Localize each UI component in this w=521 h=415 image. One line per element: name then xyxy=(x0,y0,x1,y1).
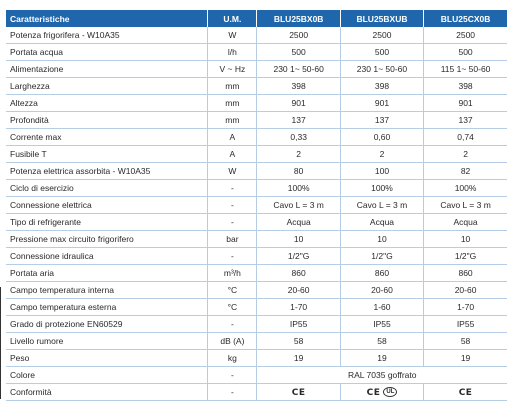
row-value-model-3: 19 xyxy=(424,350,507,367)
header-model-2: BLU25BXUB xyxy=(340,10,423,27)
row-value-model-1: 1-70 xyxy=(257,299,340,316)
row-value-model-3: 1/2"G xyxy=(424,248,507,265)
row-unit: - xyxy=(208,214,257,231)
row-value-model-3: 2500 xyxy=(424,27,507,44)
row-value-model-2: 1/2"G xyxy=(340,248,423,265)
row-value-model-1: 137 xyxy=(257,112,340,129)
colore-value: RAL 7035 goffrato xyxy=(257,367,507,384)
row-value-model-2: 137 xyxy=(340,112,423,129)
row-value-model-1: 0,33 xyxy=(257,129,340,146)
row-value-model-2: 1-60 xyxy=(340,299,423,316)
ul-mark-icon: UL xyxy=(383,387,397,397)
row-value-model-3: 82 xyxy=(424,163,507,180)
header-model-3: BLU25CX0B xyxy=(424,10,507,27)
row-unit: kg xyxy=(208,350,257,367)
table-row xyxy=(6,350,507,367)
table-row-conformita xyxy=(6,384,507,401)
ce-mark-icon: CE xyxy=(366,387,381,398)
row-unit: °C xyxy=(208,282,257,299)
row-value-model-2: 20-60 xyxy=(340,282,423,299)
table-row xyxy=(6,282,507,299)
row-label: Portata acqua xyxy=(6,44,208,61)
row-value-model-3: 1-70 xyxy=(424,299,507,316)
conformita-model-2 xyxy=(340,384,423,401)
row-label: Conformità xyxy=(6,384,208,401)
row-label: Corrente max xyxy=(6,129,208,146)
header-model-1: BLU25BX0B xyxy=(257,10,340,27)
row-value-model-2: 100 xyxy=(340,163,423,180)
row-unit: - xyxy=(208,367,257,384)
row-label: Campo temperatura esterna xyxy=(6,299,208,316)
table-body xyxy=(6,27,507,401)
row-unit: - xyxy=(208,248,257,265)
table-row xyxy=(6,299,507,316)
row-label: Tipo di refrigerante xyxy=(6,214,208,231)
row-value-model-1: 398 xyxy=(257,78,340,95)
table-row xyxy=(6,27,507,44)
conformita-model-1 xyxy=(257,384,340,401)
row-label: Profondità xyxy=(6,112,208,129)
row-value-model-3: 2 xyxy=(424,146,507,163)
table-row xyxy=(6,129,507,146)
row-label: Colore xyxy=(6,367,208,384)
page-edge-line xyxy=(0,287,1,399)
row-value-model-1: 901 xyxy=(257,95,340,112)
table-row xyxy=(6,197,507,214)
row-label: Portata aria xyxy=(6,265,208,282)
row-value-model-3: 0,74 xyxy=(424,129,507,146)
table-row xyxy=(6,214,507,231)
row-value-model-3: IP55 xyxy=(424,316,507,333)
table-row xyxy=(6,44,507,61)
row-unit: - xyxy=(208,316,257,333)
row-label: Grado di protezione EN60529 xyxy=(6,316,208,333)
row-value-model-2: 0,60 xyxy=(340,129,423,146)
row-value-model-2: 19 xyxy=(340,350,423,367)
ce-mark-icon: CE xyxy=(458,387,473,398)
table-row xyxy=(6,163,507,180)
table-row xyxy=(6,333,507,350)
table-header-row xyxy=(6,10,507,27)
row-unit: - xyxy=(208,384,257,401)
row-unit: - xyxy=(208,197,257,214)
table-row xyxy=(6,78,507,95)
row-value-model-3: 100% xyxy=(424,180,507,197)
spec-table xyxy=(6,10,507,401)
row-value-model-1: 1/2"G xyxy=(257,248,340,265)
ce-mark-icon: CE xyxy=(291,387,306,398)
row-label: Pressione max circuito frigorifero xyxy=(6,231,208,248)
row-value-model-2: 230 1~ 50-60 xyxy=(340,61,423,78)
row-unit: W xyxy=(208,27,257,44)
row-value-model-1: 2 xyxy=(257,146,340,163)
row-label: Connessione elettrica xyxy=(6,197,208,214)
row-value-model-3: 398 xyxy=(424,78,507,95)
row-value-model-3: 860 xyxy=(424,265,507,282)
row-value-model-3: 10 xyxy=(424,231,507,248)
row-value-model-2: 58 xyxy=(340,333,423,350)
row-label: Campo temperatura interna xyxy=(6,282,208,299)
row-value-model-3: 137 xyxy=(424,112,507,129)
row-value-model-2: 500 xyxy=(340,44,423,61)
row-value-model-2: Acqua xyxy=(340,214,423,231)
row-value-model-2: Cavo L = 3 m xyxy=(340,197,423,214)
row-value-model-3: Acqua xyxy=(424,214,507,231)
row-value-model-1: 2500 xyxy=(257,27,340,44)
row-label: Alimentazione xyxy=(6,61,208,78)
row-value-model-3: 901 xyxy=(424,95,507,112)
row-value-model-2: 860 xyxy=(340,265,423,282)
header-um: U.M. xyxy=(208,10,257,27)
row-unit: A xyxy=(208,146,257,163)
row-unit: W xyxy=(208,163,257,180)
row-unit: m³/h xyxy=(208,265,257,282)
row-value-model-1: 19 xyxy=(257,350,340,367)
table-row-colore xyxy=(6,367,507,384)
table-row xyxy=(6,146,507,163)
row-value-model-1: Cavo L = 3 m xyxy=(257,197,340,214)
row-value-model-2: 901 xyxy=(340,95,423,112)
row-value-model-2: IP55 xyxy=(340,316,423,333)
row-value-model-1: 58 xyxy=(257,333,340,350)
row-label: Potenza frigorifera - W10A35 xyxy=(6,27,208,44)
table-row xyxy=(6,316,507,333)
row-value-model-2: 10 xyxy=(340,231,423,248)
row-label: Larghezza xyxy=(6,78,208,95)
row-value-model-2: 2500 xyxy=(340,27,423,44)
row-value-model-1: IP55 xyxy=(257,316,340,333)
row-value-model-1: 20-60 xyxy=(257,282,340,299)
row-value-model-1: 860 xyxy=(257,265,340,282)
row-value-model-3: 20-60 xyxy=(424,282,507,299)
table-row xyxy=(6,61,507,78)
row-unit: - xyxy=(208,180,257,197)
header-caratteristiche: Caratteristiche xyxy=(6,10,208,27)
row-value-model-2: 2 xyxy=(340,146,423,163)
conformita-model-3 xyxy=(424,384,507,401)
row-unit: mm xyxy=(208,78,257,95)
row-unit: mm xyxy=(208,95,257,112)
row-value-model-1: 100% xyxy=(257,180,340,197)
table-row xyxy=(6,265,507,282)
row-unit: °C xyxy=(208,299,257,316)
row-value-model-1: 500 xyxy=(257,44,340,61)
row-value-model-2: 100% xyxy=(340,180,423,197)
row-label: Livello rumore xyxy=(6,333,208,350)
row-unit: A xyxy=(208,129,257,146)
table-row xyxy=(6,95,507,112)
row-value-model-1: 80 xyxy=(257,163,340,180)
table-row xyxy=(6,231,507,248)
row-value-model-1: 230 1~ 50-60 xyxy=(257,61,340,78)
row-unit: V ~ Hz xyxy=(208,61,257,78)
row-unit: bar xyxy=(208,231,257,248)
row-label: Connessione idraulica xyxy=(6,248,208,265)
row-label: Ciclo di esercizio xyxy=(6,180,208,197)
row-value-model-1: 10 xyxy=(257,231,340,248)
row-label: Peso xyxy=(6,350,208,367)
row-value-model-3: 115 1~ 50-60 xyxy=(424,61,507,78)
row-label: Potenza elettrica assorbita - W10A35 xyxy=(6,163,208,180)
row-value-model-1: Acqua xyxy=(257,214,340,231)
spec-table-container xyxy=(6,10,507,401)
row-value-model-2: 398 xyxy=(340,78,423,95)
row-value-model-3: 58 xyxy=(424,333,507,350)
row-unit: mm xyxy=(208,112,257,129)
table-row xyxy=(6,248,507,265)
row-label: Fusibile T xyxy=(6,146,208,163)
row-unit: dB (A) xyxy=(208,333,257,350)
row-label: Altezza xyxy=(6,95,208,112)
row-value-model-3: Cavo L = 3 m xyxy=(424,197,507,214)
table-row xyxy=(6,112,507,129)
row-value-model-3: 500 xyxy=(424,44,507,61)
row-unit: l/h xyxy=(208,44,257,61)
table-row xyxy=(6,180,507,197)
